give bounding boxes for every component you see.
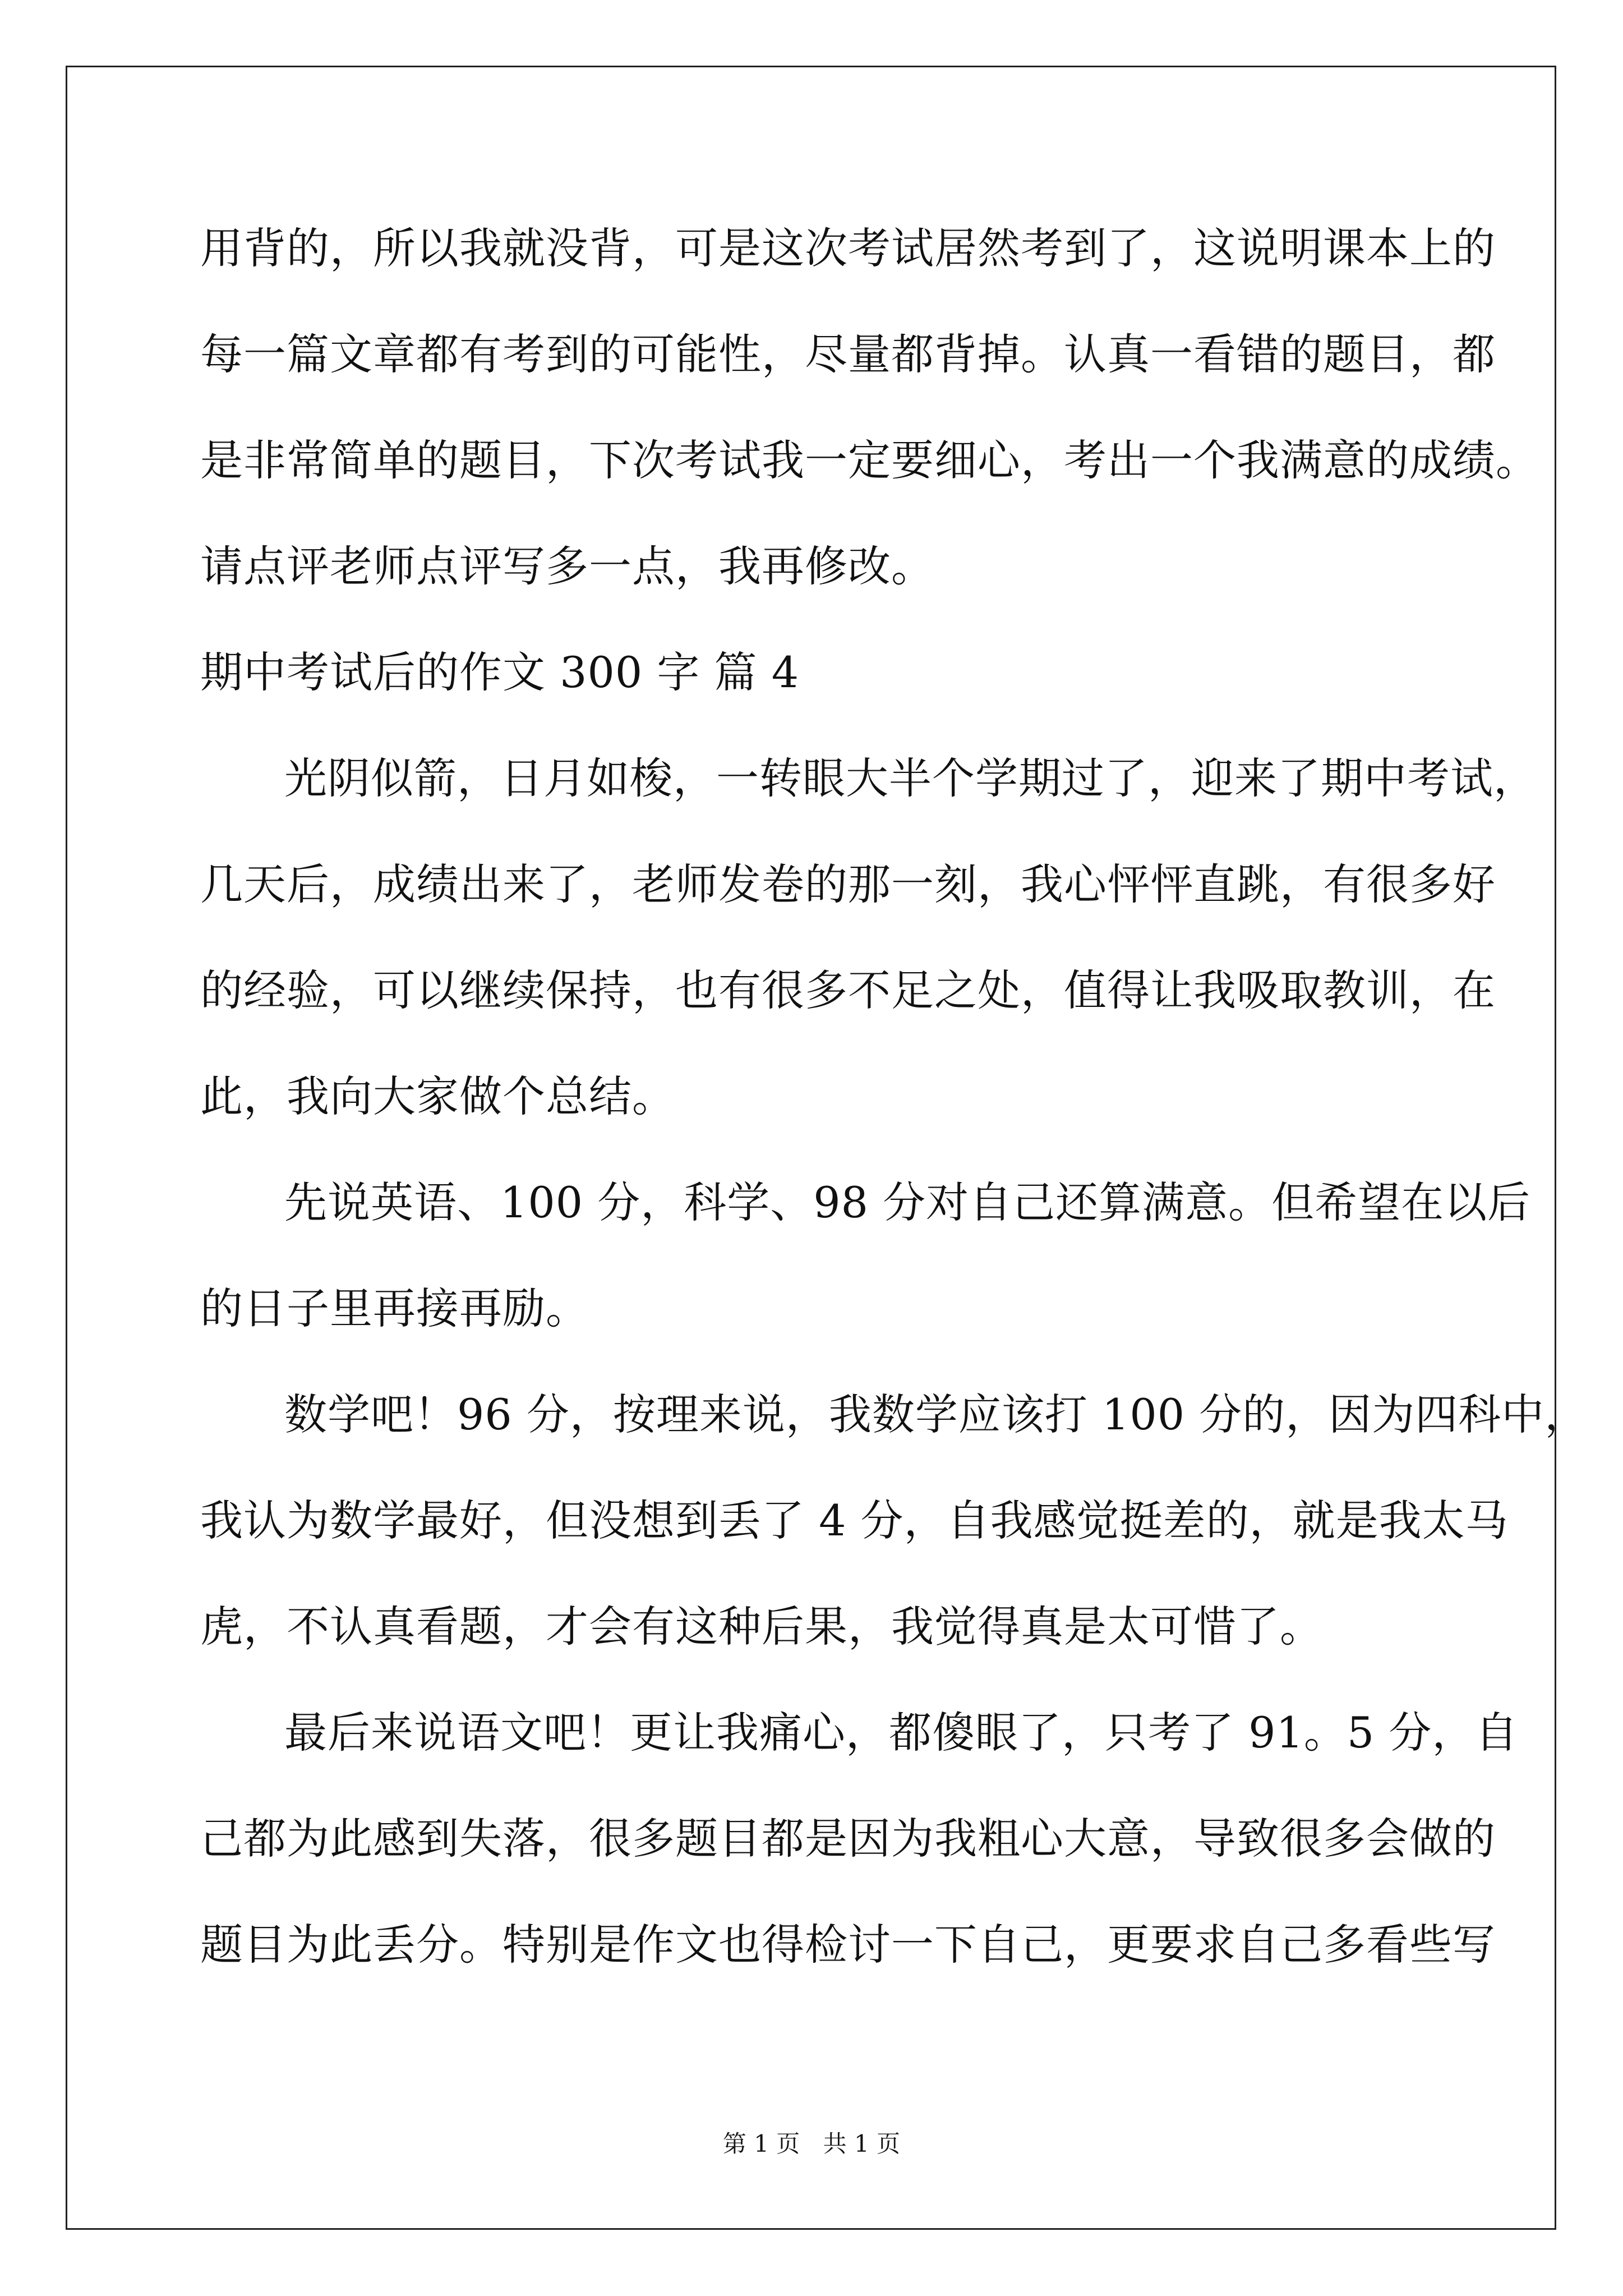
page-border [66,66,1588,2230]
paragraph-1-line-4: 此，我向大家做个总结。 [200,1071,675,1121]
paragraph-3-line-3: 虎，不认真看题，才会有这种后果，我觉得真是太可惜了。 [200,1602,1323,1651]
body-line-3: 是非常简单的题目，下次考试我一定要细心，考出一个我满意的成绩。 [200,435,1539,485]
paragraph-3-line-2: 我认为数学最好，但没想到丢了 4 分，自我感觉挺差的，就是我太马 [200,1496,1509,1545]
paragraph-1-line-1: 光阴似箭，日月如梭，一转眼大半个学期过了，迎来了期中考试， [284,753,1537,803]
paragraph-2-line-2: 的日子里再接再励。 [200,1283,589,1333]
paragraph-4-line-2: 己都为此感到失落，很多题目都是因为我粗心大意，导致很多会做的 [200,1814,1496,1864]
page-total: 共 1 页 [823,2130,901,2157]
paragraph-4-line-1: 最后来说语文吧！更让我痛心，都傻眼了，只考了 91。5 分，自 [284,1708,1519,1757]
page-number: 第 1 页 [722,2130,800,2157]
body-line-4: 请点评老师点评写多一点，我再修改。 [200,541,934,591]
paragraph-1-line-3: 的经验，可以继续保持，也有很多不足之处，值得让我吸取教训，在 [200,965,1496,1015]
section-heading: 期中考试后的作文 300 字 篇 4 [200,647,800,697]
body-line-2: 每一篇文章都有考到的可能性，尽量都背掉。认真一看错的题目，都 [200,329,1496,379]
page-footer [0,2127,1623,2161]
paragraph-2-line-1: 先说英语、100 分，科学、98 分对自己还算满意。但希望在以后 [284,1177,1531,1227]
body-line-1: 用背的，所以我就没背，可是这次考试居然考到了，这说明课本上的 [200,223,1496,273]
paragraph-4-line-3: 题目为此丢分。特别是作文也得检讨一下自己，更要求自己多看些写 [200,1920,1496,1970]
paragraph-1-line-2: 几天后，成绩出来了，老师发卷的那一刻，我心怦怦直跳，有很多好 [200,859,1496,909]
paragraph-3-line-1: 数学吧！96 分，按理来说，我数学应该打 100 分的，因为四科中， [284,1389,1588,1439]
